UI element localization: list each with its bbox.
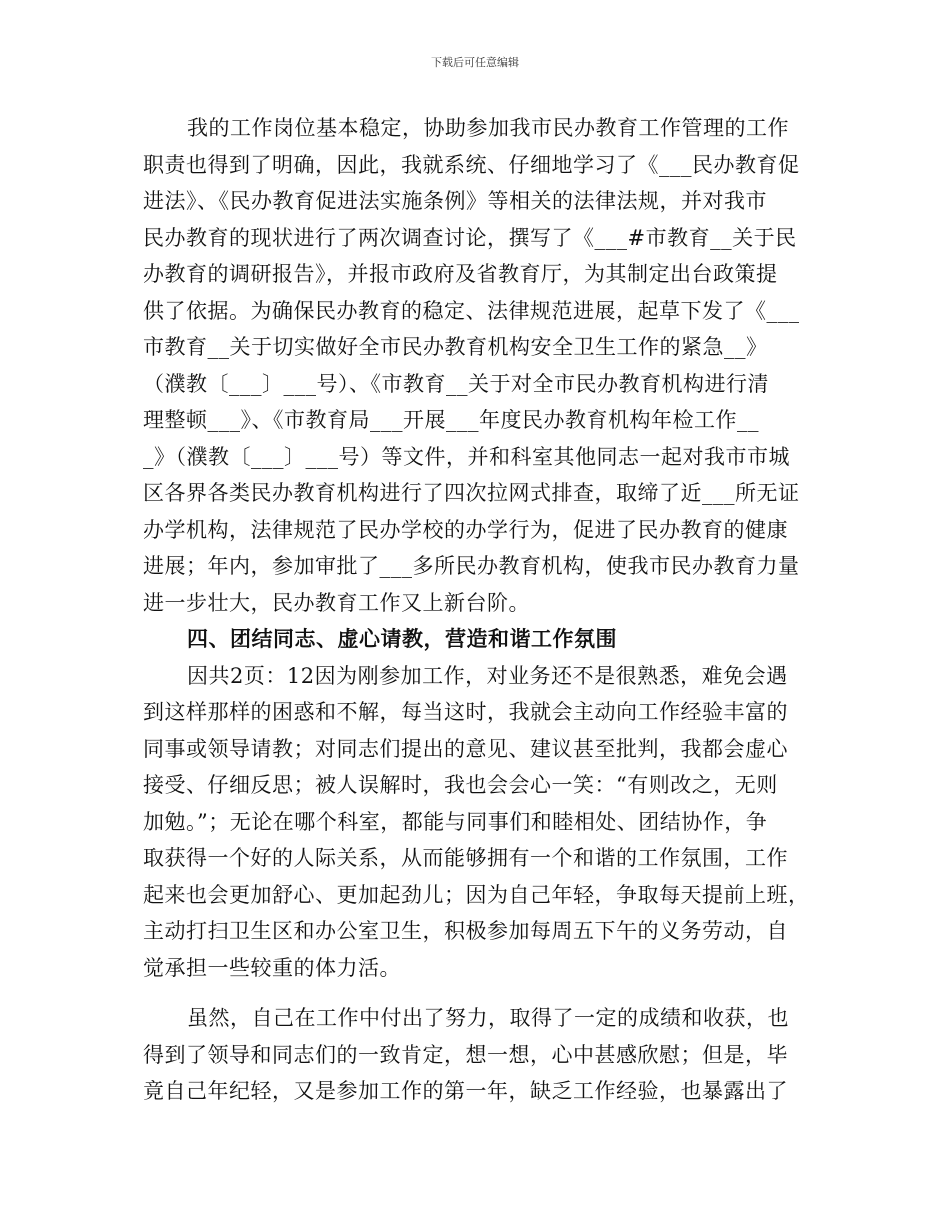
text-line: （濮教〔___〕___号）、《市教育__关于对全市民办教育机构进行清: [143, 371, 769, 396]
text-line: 民办教育的现状进行了两次调查讨论，撰写了《___#市教育__关于民: [143, 225, 797, 250]
text-line: 进展；年内，参加审批了___多所民办教育机构，使我市民办教育力量: [143, 554, 800, 578]
text-line: 进一步壮大，民办教育工作又上新台阶。: [143, 590, 530, 615]
text-line: 竟自己年纪轻，又是参加工作的第一年，缺乏工作经验，也暴露出了: [143, 1079, 788, 1103]
page-header: 下载后可任意编辑: [431, 56, 519, 69]
text-line: 主动打扫卫生区和办公室卫生，积极参加每周五下午的义务劳动，自: [143, 919, 788, 943]
text-line: 到这样那样的困惑和不解，每当这时，我就会主动向工作经验丰富的: [143, 700, 788, 724]
document-body: [143, 110, 813, 1110]
text-line: _》（濮教〔___〕___号）等文件，并和科室其他同志一起对我市市城: [143, 444, 790, 469]
paragraph-2: [143, 658, 813, 987]
text-line: 办学机构，法律规范了民办学校的办学行为，促进了民办教育的健康: [143, 517, 788, 542]
text-line: 起来也会更加舒心、更加起劲儿；因为自己年轻，争取每天提前上班，: [143, 882, 810, 907]
text-line: 办教育的调研报告》，并报市政府及省教育厅，为其制定出台政策提: [143, 262, 778, 286]
text-line: 虽然，自己在工作中付出了努力，取得了一定的成绩和收获，也: [187, 1006, 789, 1030]
paragraph-3: [143, 1000, 813, 1110]
text-line: 取获得一个好的人际关系，从而能够拥有一个和谐的工作氛围，工作: [143, 846, 788, 870]
text-line: 觉承担一些较重的体力活。: [143, 955, 401, 980]
text-line: 同事或领导请教；对同志们提出的意见、建议甚至批判，我都会虚心: [143, 736, 788, 761]
section-heading: 四、团结同志、虚心请教，营造和谐工作氛围: [187, 626, 617, 651]
text-line: 理整顿___》、《市教育局___开展___年度民办教育机构年检工作__: [143, 408, 759, 432]
text-line: 我的工作岗位基本稳定，协助参加我市民办教育工作管理的工作: [187, 116, 789, 140]
text-line: 市教育__关于切实做好全市民办教育机构安全卫生工作的紧急__》: [143, 335, 768, 359]
paragraph-1: [143, 110, 813, 621]
paragraph-spacer: [143, 986, 813, 1000]
text-line: 因共2页：12因为刚参加工作，对业务还不是很熟悉，难免会遇: [187, 663, 788, 688]
text-line: 加勉。”；无论在哪个科室，都能与同事们和睦相处、团结协作，争: [143, 809, 768, 834]
text-line: 得到了领导和同志们的一致肯定，想一想，心中甚感欣慰；但是，毕: [143, 1042, 788, 1067]
text-line: 接受、仔细反思；被人误解时，我也会会心一笑：“有则改之，无则: [143, 773, 778, 797]
text-line: 进法》、《民办教育促进法实施条例》等相关的法律法规，并对我市: [143, 189, 767, 213]
text-line: 区各界各类民办教育机构进行了四次拉网式排查，取缔了近___所无证: [143, 481, 800, 505]
text-line: 供了依据。为确保民办教育的稳定、法律规范进展，起草下发了《___: [143, 298, 800, 323]
text-line: 职责也得到了明确，因此，我就系统、仔细地学习了《___民办教育促: [143, 152, 800, 177]
